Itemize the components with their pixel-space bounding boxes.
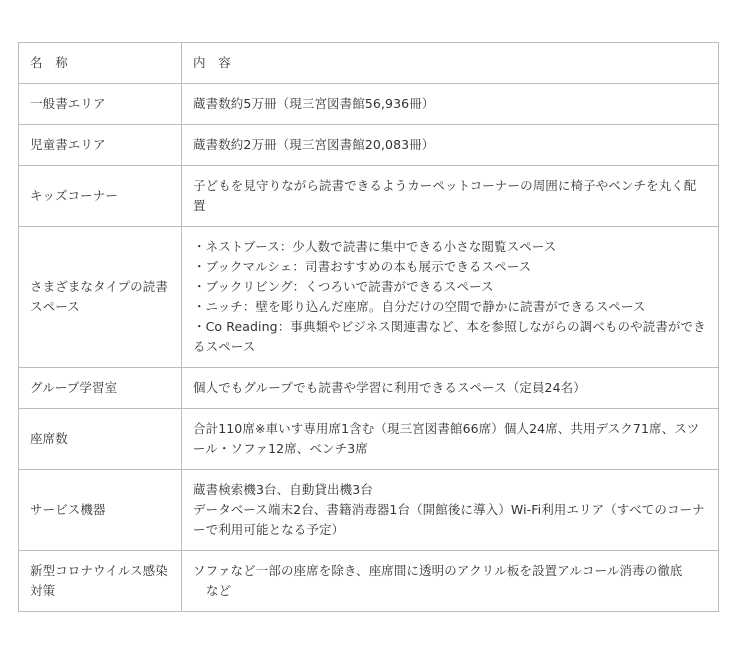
row-name-reading-spaces: さまざまなタイプの読書スペース [19, 227, 182, 368]
row-name-children-books: 児童書エリア [19, 125, 182, 166]
content-line: ソファなど一部の座席を除き、座席間に透明のアクリル板を設置アルコール消毒の徹底 [193, 563, 683, 578]
content-line: など [206, 583, 232, 598]
table-row [19, 166, 719, 227]
row-name-general-books: 一般書エリア [19, 84, 182, 125]
spec-table-container [18, 42, 718, 612]
content-line: ・ブックリビング：くつろいで読書ができるスペース [193, 279, 494, 294]
table-row [19, 470, 719, 551]
row-name-seat-count: 座席数 [19, 409, 182, 470]
row-name-group-study-room: グループ学習室 [19, 368, 182, 409]
row-content-seat-count [182, 409, 719, 470]
row-content-service-equipment [182, 470, 719, 551]
row-name-kids-corner: キッズコーナー [19, 166, 182, 227]
row-content-reading-spaces [182, 227, 719, 368]
content-line: 蔵書数約5万冊（現三宮図書館56,936冊） [193, 96, 435, 111]
table-row [19, 227, 719, 368]
facility-spec-table [18, 42, 719, 612]
row-content-group-study-room [182, 368, 719, 409]
row-content-kids-corner [182, 166, 719, 227]
content-line: ・ネストブース：少人数で読書に集中できる小さな閲覧スペース [193, 239, 557, 254]
content-line: 子どもを見守りながら読書できるようカーペットコーナーの周囲に椅子やベンチを丸く配置 [193, 178, 697, 213]
row-name-service-equipment: サービス機器 [19, 470, 182, 551]
row-content-general-books [182, 84, 719, 125]
row-content-children-books [182, 125, 719, 166]
header-content-cell: 内 容 [182, 43, 719, 84]
content-line: 蔵書数約2万冊（現三宮図書館20,083冊） [193, 137, 435, 152]
table-row [19, 551, 719, 612]
table-header-row [19, 43, 719, 84]
content-line: ・ニッチ：壁を彫り込んだ座席。自分だけの空間で静かに読書ができるスペース [193, 299, 646, 314]
header-name-cell: 名 称 [19, 43, 182, 84]
table-row [19, 84, 719, 125]
content-line: 合計110席※車いす専用席1含む（現三宮図書館66席）個人24席、共用デスク71席、スツール・ソファ12席、ベンチ3席 [193, 421, 700, 456]
table-row [19, 368, 719, 409]
table-row [19, 125, 719, 166]
content-line: 個人でもグループでも読書や学習に利用できるスペース（定員24名） [193, 380, 586, 395]
content-line: ・Co Reading：事典類やビジネス関連書など、本を参照しながらの調べものや読書ができるスペース [193, 319, 706, 354]
table-row [19, 409, 719, 470]
content-line: データベース端末2台、書籍消毒器1台（開館後に導入）Wi-Fi利用エリア（すべてのコーナーで利用可能となる予定） [193, 502, 705, 537]
row-content-covid-measures [182, 551, 719, 612]
content-line: 蔵書検索機3台、自動貸出機3台 [193, 482, 373, 497]
row-name-covid-measures: 新型コロナウイルス感染対策 [19, 551, 182, 612]
content-line: ・ブックマルシェ：司書おすすめの本も展示できるスペース [193, 259, 532, 274]
